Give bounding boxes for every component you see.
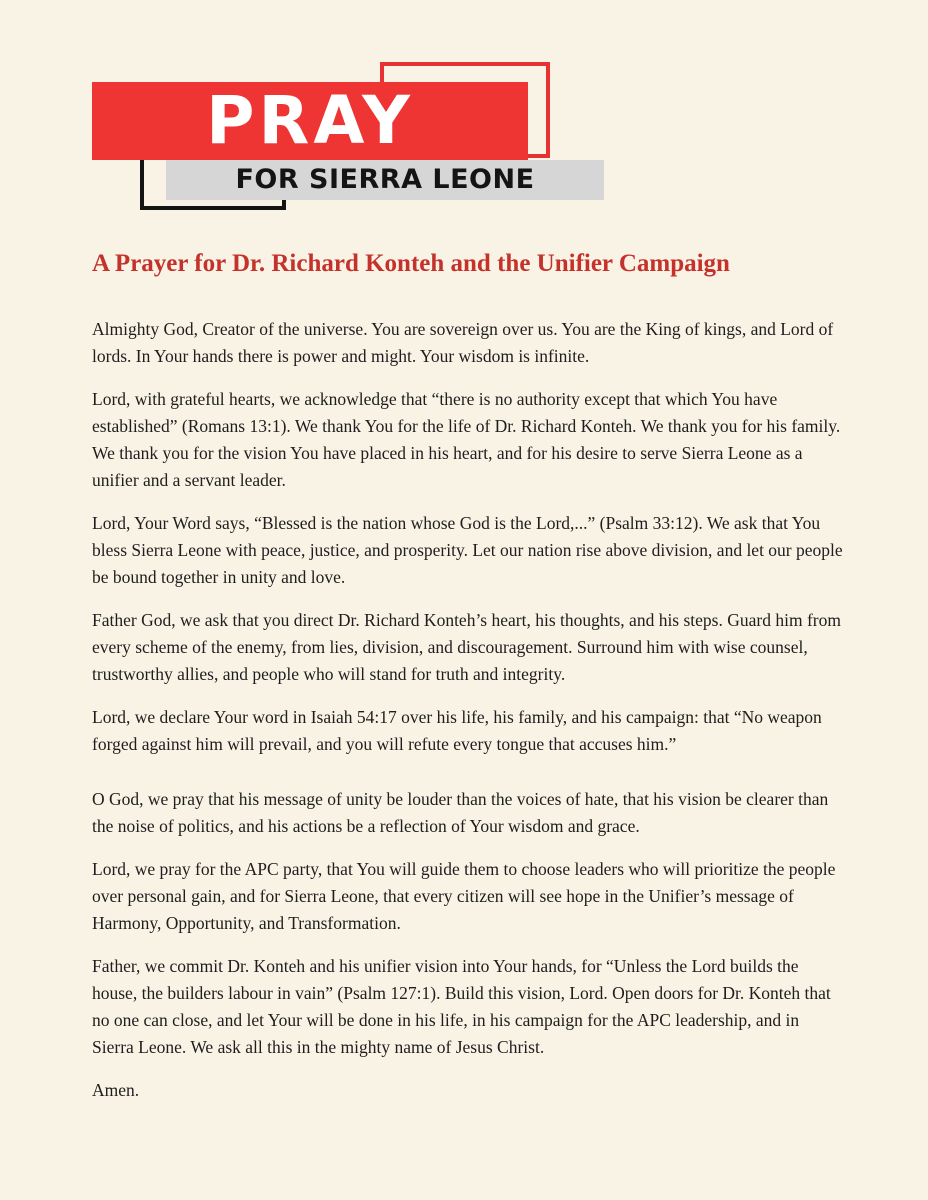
paragraph-apc-party: Lord, we pray for the APC party, that You will guide them to choose leaders who will prioritize the people over personal gain, and for Sierra Leone, that every citizen will see hope in the Unifier’s message of Harmony, Opportunity, and Transformation. <box>92 859 836 933</box>
paragraph-protection: Lord, we declare Your word in Isaiah 54:17 over his life, his family, and his campaign: that “No weapon forged against him will prevail, and you will refute every tongue that accuses him.” <box>92 707 822 754</box>
paragraph-guidance: Father God, we ask that you direct Dr. Richard Konteh’s heart, his thoughts, and his steps. Guard him from every scheme of the enemy, from lies, division, and discouragement. Surround him with wise counsel, trustworthy allies, and people who will stand for truth and integrity. <box>92 610 841 684</box>
logo-subtitle-banner: FOR SIERRA LEONE <box>166 160 604 200</box>
paragraph-thanksgiving: Lord, with grateful hearts, we acknowledge that “there is no authority except that which You have established” (Romans 13:1). We thank You for the life of Dr. Richard Konteh. We thank you for his family. We thank you for the vision You have placed in his heart, and for his desire to serve Sierra Leone as a unifier and a servant leader. <box>92 389 841 490</box>
paragraph-unity: O God, we pray that his message of unity be louder than the voices of hate, that his vision be clearer than the noise of politics, and his actions be a reflection of Your wisdom and grace. <box>92 789 829 836</box>
prayer-title: A Prayer for Dr. Richard Konteh and the Unifier Campaign <box>92 250 730 277</box>
paragraph-invocation: Almighty God, Creator of the universe. You are sovereign over us. You are the King of kings, and Lord of lords. In Your hands there is power and might. Your wisdom is infinite. <box>92 319 834 366</box>
prayer-body <box>92 316 844 1120</box>
paragraph-commitment: Father, we commit Dr. Konteh and his unifier vision into Your hands, for “Unless the Lord builds the house, the builders labour in vain” (Psalm 127:1). Build this vision, Lord. Open doors for Dr. Konteh that no one can close, and let Your will be done in his life, in his campaign for the APC leadership, and in Sierra Leone. We ask all this in the mighty name of Jesus Christ. <box>92 956 831 1057</box>
paragraph-nation-blessing: Lord, Your Word says, “Blessed is the nation whose God is the Lord,...” (Psalm 33:12). We ask that You bless Sierra Leone with peace, justice, and prosperity. Let our nation rise above division, and let our people be bound together in unity and love. <box>92 513 843 587</box>
pray-for-sierra-leone-logo <box>92 62 612 214</box>
paragraph-amen: Amen. <box>92 1080 140 1100</box>
logo-pray-banner: PRAY <box>92 82 528 160</box>
